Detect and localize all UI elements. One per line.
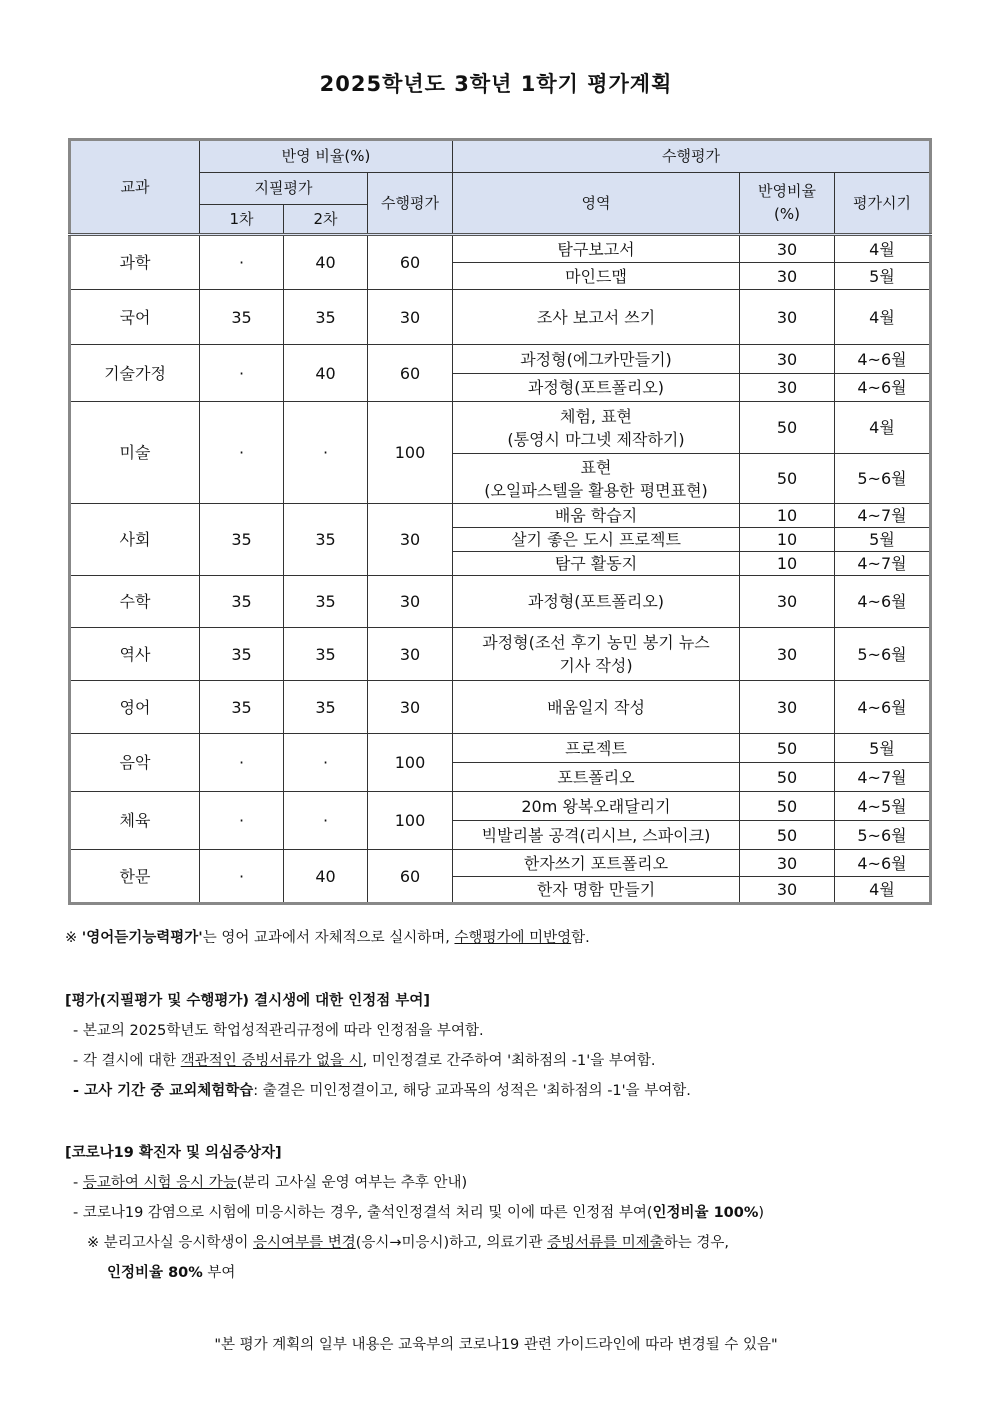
cell-subject: 국어 (70, 290, 200, 345)
cell-timing: 4~6월 (835, 374, 931, 402)
cell-performance-ratio: 30 (368, 290, 453, 345)
cell-area: 빅발리볼 공격(리시브, 스파이크) (453, 821, 740, 850)
cell-area: 표현 (오일파스텔을 활용한 평면표현) (453, 454, 740, 504)
cell-first-written: · (200, 235, 284, 290)
cell-area-ratio: 30 (740, 681, 835, 734)
cell-second-written: 40 (284, 235, 368, 290)
table-row (70, 235, 931, 263)
covid-line-4: 인정비율 80% 부여 (107, 1265, 236, 1281)
cell-performance-ratio: 100 (368, 792, 453, 850)
cell-timing: 4월 (835, 877, 931, 904)
cell-area: 프로젝트 (453, 734, 740, 763)
cell-area-ratio: 50 (740, 763, 835, 792)
cell-first-written: 35 (200, 290, 284, 345)
cell-area-ratio: 50 (740, 454, 835, 504)
cell-second-written: · (284, 402, 368, 504)
cell-area: 마인드맵 (453, 263, 740, 290)
header-timing: 평가시기 (835, 173, 931, 235)
cell-timing: 5월 (835, 263, 931, 290)
cell-subject: 체육 (70, 792, 200, 850)
cell-area-ratio: 30 (740, 263, 835, 290)
cell-first-written: · (200, 792, 284, 850)
header-performance-group: 수행평가 (453, 140, 931, 173)
header-first: 1차 (200, 205, 284, 235)
table-row (70, 792, 931, 821)
cell-timing: 5월 (835, 734, 931, 763)
header-ratio: 반영 비율(%) (200, 140, 453, 173)
cell-first-written: 35 (200, 576, 284, 628)
table-row (70, 345, 931, 374)
cell-second-written: 35 (284, 576, 368, 628)
cell-area-ratio: 30 (740, 290, 835, 345)
cell-performance-ratio: 60 (368, 235, 453, 290)
cell-first-written: 35 (200, 504, 284, 576)
cell-second-written: 35 (284, 290, 368, 345)
cell-timing: 4월 (835, 290, 931, 345)
footer-note: "본 평가 계획의 일부 내용은 교육부의 코로나19 관련 가이드라인에 따라 변경될 수 있음" (214, 1337, 778, 1353)
cell-area-ratio: 30 (740, 628, 835, 681)
cell-first-written: · (200, 850, 284, 904)
cell-performance-ratio: 60 (368, 345, 453, 402)
cell-area-ratio: 10 (740, 504, 835, 528)
cell-performance-ratio: 60 (368, 850, 453, 904)
table-row (70, 628, 931, 681)
table-row (70, 681, 931, 734)
cell-area: 탐구 활동지 (453, 552, 740, 576)
cell-area-ratio: 10 (740, 528, 835, 552)
cell-timing: 4~6월 (835, 850, 931, 877)
page-title: 2025학년도 3학년 1학기 평가계획 (319, 72, 673, 96)
cell-area-ratio: 30 (740, 576, 835, 628)
cell-area: 한자쓰기 포트폴리오 (453, 850, 740, 877)
table-row (70, 504, 931, 528)
cell-timing: 5~6월 (835, 821, 931, 850)
cell-area: 탐구보고서 (453, 235, 740, 263)
cell-first-written: · (200, 345, 284, 402)
cell-subject: 미술 (70, 402, 200, 504)
table-row (70, 850, 931, 877)
cell-timing: 4~7월 (835, 552, 931, 576)
cell-second-written: 40 (284, 850, 368, 904)
table-row (70, 290, 931, 345)
cell-timing: 5~6월 (835, 628, 931, 681)
cell-area: 과정형(포트폴리오) (453, 374, 740, 402)
cell-area-ratio: 50 (740, 821, 835, 850)
cell-area: 20m 왕복오래달리기 (453, 792, 740, 821)
cell-performance-ratio: 30 (368, 504, 453, 576)
cell-area: 포트폴리오 (453, 763, 740, 792)
cell-area-ratio: 30 (740, 850, 835, 877)
cell-area-ratio: 30 (740, 877, 835, 904)
cell-performance-ratio: 30 (368, 681, 453, 734)
cell-subject: 영어 (70, 681, 200, 734)
header-area-ratio: 반영비율 (%) (740, 173, 835, 235)
cell-subject: 한문 (70, 850, 200, 904)
cell-area: 한자 명함 만들기 (453, 877, 740, 904)
cell-area: 살기 좋은 도시 프로젝트 (453, 528, 740, 552)
cell-timing: 4~5월 (835, 792, 931, 821)
cell-subject: 역사 (70, 628, 200, 681)
cell-subject: 사회 (70, 504, 200, 576)
header-second: 2차 (284, 205, 368, 235)
cell-first-written: · (200, 402, 284, 504)
table-row (70, 402, 931, 454)
cell-subject: 기술가정 (70, 345, 200, 402)
cell-timing: 5~6월 (835, 454, 931, 504)
cell-timing: 4~6월 (835, 345, 931, 374)
cell-second-written: 35 (284, 504, 368, 576)
cell-timing: 4~6월 (835, 681, 931, 734)
header-written: 지필평가 (200, 173, 368, 205)
cell-timing: 4~7월 (835, 763, 931, 792)
cell-first-written: 35 (200, 628, 284, 681)
cell-area: 조사 보고서 쓰기 (453, 290, 740, 345)
cell-area-ratio: 30 (740, 235, 835, 263)
cell-timing: 5월 (835, 528, 931, 552)
cell-subject: 과학 (70, 235, 200, 290)
cell-performance-ratio: 100 (368, 402, 453, 504)
cell-first-written: 35 (200, 681, 284, 734)
cell-timing: 4월 (835, 235, 931, 263)
cell-area-ratio: 10 (740, 552, 835, 576)
cell-area-ratio: 50 (740, 402, 835, 454)
cell-area-ratio: 50 (740, 734, 835, 763)
cell-subject: 음악 (70, 734, 200, 792)
absence-heading: [평가(지필평가 및 수행평가) 결시생에 대한 인정점 부여] (65, 993, 430, 1009)
header-subject: 교과 (70, 140, 200, 235)
cell-area-ratio: 30 (740, 374, 835, 402)
absence-line-3: - 고사 기간 중 교외체험학습: 출결은 미인정결이고, 해당 교과목의 성적은 '최하점의 -1'을 부여함. (73, 1083, 691, 1099)
cell-second-written: · (284, 734, 368, 792)
cell-subject: 수학 (70, 576, 200, 628)
cell-area: 배움 학습지 (453, 504, 740, 528)
covid-heading: [코로나19 확진자 및 의심증상자] (65, 1145, 282, 1161)
cell-area: 체험, 표현 (통영시 마그넷 제작하기) (453, 402, 740, 454)
cell-timing: 4~6월 (835, 576, 931, 628)
cell-performance-ratio: 30 (368, 628, 453, 681)
cell-area: 과정형(포트폴리오) (453, 576, 740, 628)
covid-line-2: - 코로나19 감염으로 시험에 미응시하는 경우, 출석인정결석 처리 및 이에 따른 인정점 부여(인정비율 100%) (73, 1205, 765, 1221)
absence-section (65, 990, 935, 1102)
cell-second-written: 35 (284, 628, 368, 681)
cell-timing: 4~7월 (835, 504, 931, 528)
note-underline: 수행평가에 미반영 (454, 930, 572, 946)
english-listening-note: ※ '영어듣기능력평가'는 영어 교과에서 자체적으로 실시하며, 수행평가에 미반영함. (65, 930, 590, 946)
cell-second-written: 40 (284, 345, 368, 402)
cell-area: 과정형(에그카만들기) (453, 345, 740, 374)
cell-area: 과정형(조선 후기 농민 봉기 뉴스 기사 작성) (453, 628, 740, 681)
cell-performance-ratio: 30 (368, 576, 453, 628)
table-row (70, 734, 931, 763)
cell-second-written: 35 (284, 681, 368, 734)
header-area: 영역 (453, 173, 740, 235)
cell-second-written: · (284, 792, 368, 850)
header-performance: 수행평가 (368, 173, 453, 235)
absence-line-2: - 각 결시에 대한 객관적인 증빙서류가 없을 시, 미인정결로 간주하여 '최하점의 -1'을 부여함. (73, 1053, 656, 1069)
cell-area-ratio: 30 (740, 345, 835, 374)
cell-timing: 4월 (835, 402, 931, 454)
covid-line-3: ※ 분리고사실 응시학생이 응시여부를 변경(응시→미응시)하고, 의료기관 증빙서류를 미제출하는 경우, (87, 1235, 730, 1251)
cell-first-written: · (200, 734, 284, 792)
cell-area-ratio: 50 (740, 792, 835, 821)
covid-line-1: - 등교하여 시험 응시 가능(분리 고사실 운영 여부는 추후 안내) (73, 1175, 468, 1191)
absence-line-1: - 본교의 2025학년도 학업성적관리규정에 따라 인정점을 부여함. (73, 1023, 484, 1039)
cell-area: 배움일지 작성 (453, 681, 740, 734)
cell-performance-ratio: 100 (368, 734, 453, 792)
note-bold: '영어듣기능력평가' (81, 930, 203, 946)
table-row (70, 576, 931, 628)
evaluation-plan-table (68, 138, 932, 905)
covid-section (65, 1142, 935, 1284)
